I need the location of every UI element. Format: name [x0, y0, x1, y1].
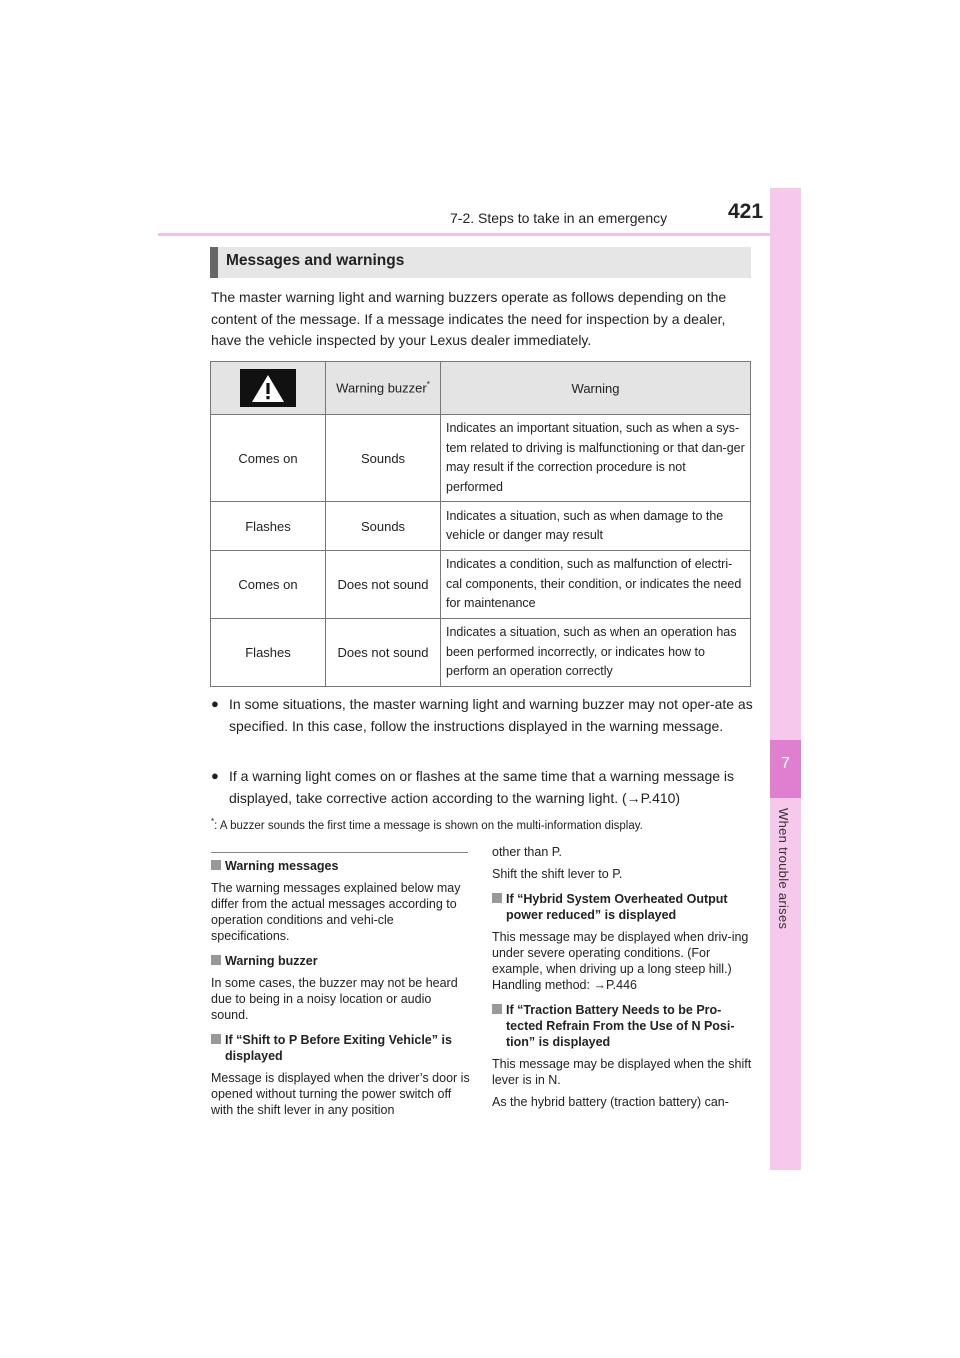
- bullet-text: If a warning light comes on or flashes at the same time that a warning message is displayed, take corrective action according to the warning light. (→P.410): [229, 768, 735, 806]
- buzzer-header-mark: *: [426, 380, 430, 390]
- footnote: [211, 817, 643, 832]
- chapter-side-strip: [770, 188, 801, 1170]
- table-row: [211, 502, 751, 551]
- square-bullet-icon: [211, 955, 221, 965]
- note-title: [211, 1032, 471, 1064]
- row-light: Comes on: [211, 551, 326, 619]
- table-header-row: [211, 362, 751, 415]
- square-bullet-icon: [492, 893, 502, 903]
- note-body: This message may be displayed when the shift lever is in N.: [492, 1057, 752, 1087]
- row-light: Flashes: [211, 502, 326, 551]
- note-title: [211, 858, 471, 874]
- bullet-icon: ●: [211, 696, 219, 711]
- page-number: 421: [728, 200, 764, 223]
- section-heading: [210, 247, 751, 278]
- continuation-text: Shift the shift lever to P.: [492, 867, 623, 881]
- section-title: 7-2. Steps to take in an emergency: [450, 210, 668, 226]
- note-title-text: If “Shift to P Before Exiting Vehicle” is displayed: [225, 1033, 452, 1063]
- table-row: [211, 619, 751, 687]
- square-bullet-icon: [492, 1004, 502, 1014]
- note-body: As the hybrid battery (traction battery) can-: [492, 1095, 729, 1109]
- bullet-text: In some situations, the master warning light and warning buzzer may not oper-ate as specified. In this case, follow the instructions displayed in the warning message.: [229, 696, 753, 734]
- row-buzzer: Sounds: [326, 502, 441, 551]
- footnote-text: : A buzzer sounds the first time a message is shown on the multi-information display.: [214, 819, 643, 832]
- bullet-icon: ●: [211, 768, 219, 783]
- note-hybrid-overheated: [492, 891, 754, 993]
- buzzer-header-text: Warning buzzer: [336, 380, 427, 396]
- note-body: Message is displayed when the driver’s door is opened without turning the power switch off with the shift lever in any position: [211, 1071, 470, 1117]
- note-title-text: If “Hybrid System Overheated Output power reduced” is displayed: [506, 892, 728, 922]
- note-body: The warning messages explained below may differ from the actual messages according to operation conditions and vehi-cle specifications.: [211, 881, 461, 943]
- master-warning-icon: [240, 369, 296, 407]
- note-traction-battery: [492, 1002, 754, 1110]
- table-header-buzzer: [326, 362, 441, 415]
- table-row: [211, 415, 751, 502]
- note-shift-to-p: [211, 1032, 471, 1118]
- note-title: [492, 1002, 754, 1050]
- note-warning-messages: [211, 858, 471, 944]
- note-title: [492, 891, 754, 923]
- chapter-title: When trouble arises: [776, 808, 791, 930]
- note-body: In some cases, the buzzer may not be heard due to being in a noisy location or audio sound.: [211, 976, 458, 1022]
- row-warning: Indicates an important situation, such as when a sys-tem related to driving is malfunctioning or that dan-ger may result if the correction procedure is not performed: [441, 415, 751, 502]
- table-header-warning: Warning: [441, 362, 751, 415]
- chapter-number: 7: [781, 755, 790, 772]
- note-continuation: [492, 844, 754, 882]
- note-warning-buzzer: [211, 953, 471, 1023]
- note-body: This message may be displayed when driv-ing under severe operating conditions. (For example, when driving up a long steep hill.) Handling method: →P.446: [492, 930, 749, 992]
- row-light: Flashes: [211, 619, 326, 687]
- row-buzzer: Does not sound: [326, 551, 441, 619]
- section-heading-text: Messages and warnings: [226, 252, 405, 269]
- footnote-mark: *: [211, 817, 215, 826]
- row-warning: Indicates a situation, such as when damage to the vehicle or danger may result: [441, 502, 751, 551]
- row-warning: Indicates a situation, such as when an operation has been performed incorrectly, or indicates how to perform an operation correctly: [441, 619, 751, 687]
- notes-divider: [211, 852, 468, 853]
- note-title-text: If “Traction Battery Needs to be Pro-tected Refrain From the Use of N Posi-tion” is displayed: [506, 1003, 735, 1049]
- square-bullet-icon: [211, 1034, 221, 1044]
- header-rule: [158, 233, 770, 236]
- table-row: [211, 551, 751, 619]
- note-title-text: Warning messages: [225, 859, 339, 873]
- square-bullet-icon: [211, 860, 221, 870]
- row-buzzer: Does not sound: [326, 619, 441, 687]
- row-warning: Indicates a condition, such as malfunction of electri-cal components, their condition, or indicates the need for maintenance: [441, 551, 751, 619]
- table-header-icon-cell: [211, 362, 326, 415]
- intro-paragraph: The master warning light and warning buzzers operate as follows depending on the content of the message. If a message indicates the need for inspection by a dealer, have the vehicle inspected by your Lexus dealer immediately.: [211, 289, 727, 348]
- messages-table: [210, 361, 751, 687]
- row-light: Comes on: [211, 415, 326, 502]
- row-buzzer: Sounds: [326, 415, 441, 502]
- continuation-text: other than P.: [492, 845, 562, 859]
- bullet-item: [211, 765, 759, 809]
- note-title-text: Warning buzzer: [225, 954, 318, 968]
- bullet-item: [211, 693, 759, 737]
- note-title: [211, 953, 471, 969]
